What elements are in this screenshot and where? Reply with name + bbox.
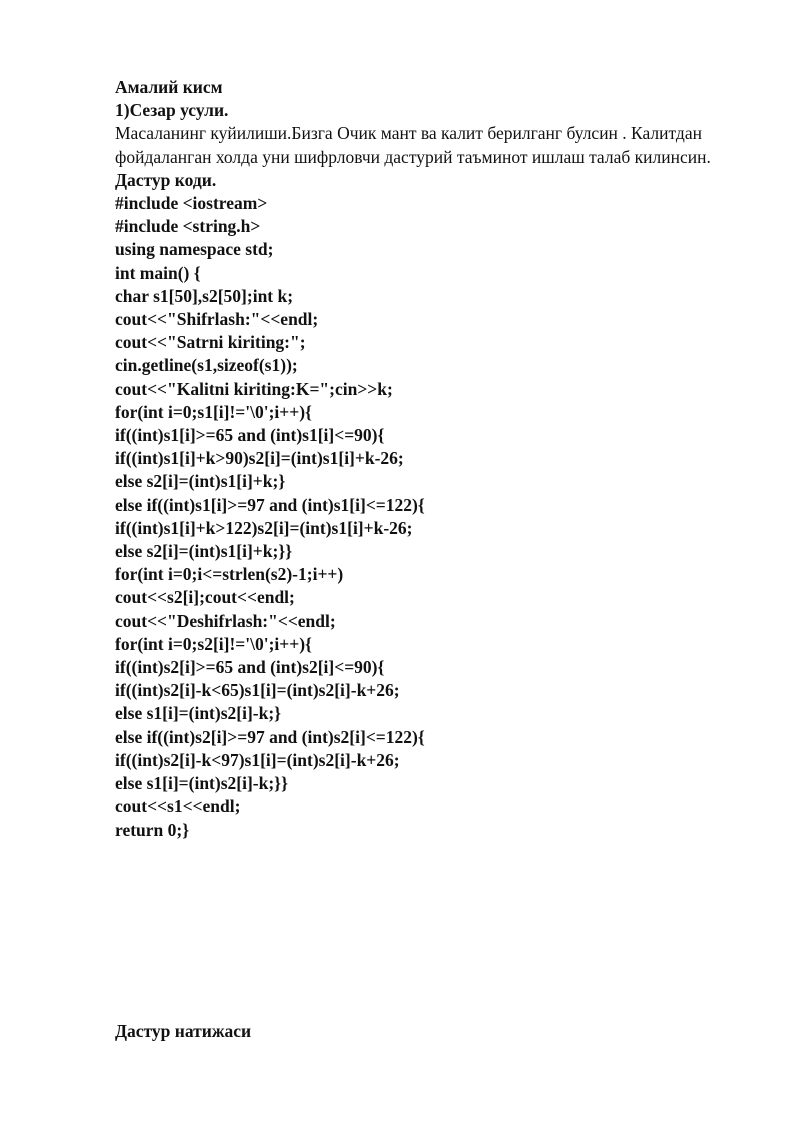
section-title: 1)Сезар усули. xyxy=(115,100,229,121)
code-line: if((int)s2[i]-k<65)s1[i]=(int)s2[i]-k+26; xyxy=(115,680,400,701)
code-line: cout<<"Shifrlash:"<<endl; xyxy=(115,309,319,330)
code-listing xyxy=(115,192,735,842)
code-heading: Дастур коди. xyxy=(115,169,217,190)
code-line: for(int i=0;s1[i]!='\0';i++){ xyxy=(115,401,312,422)
code-line: cout<<"Deshifrlash:"<<endl; xyxy=(115,610,336,631)
code-line: else s2[i]=(int)s1[i]+k;} xyxy=(115,471,286,492)
code-line: char s1[50],s2[50];int k; xyxy=(115,285,294,306)
code-line: for(int i=0;i<=strlen(s2)-1;i++) xyxy=(115,564,344,585)
code-line: for(int i=0;s2[i]!='\0';i++){ xyxy=(115,633,312,654)
document-content xyxy=(115,76,735,842)
code-line: if((int)s1[i]+k>90)s2[i]=(int)s1[i]+k-26; xyxy=(115,448,404,469)
code-line: if((int)s1[i]>=65 and (int)s1[i]<=90){ xyxy=(115,425,385,446)
code-line: else s1[i]=(int)s2[i]-k;} xyxy=(115,703,282,724)
page-heading: Амалий кисм xyxy=(115,77,223,97)
code-line: #include <string.h> xyxy=(115,216,261,237)
code-line: cout<<"Satrni kiriting:"; xyxy=(115,332,306,353)
code-line: using namespace std; xyxy=(115,239,274,260)
code-line: if((int)s2[i]>=65 and (int)s2[i]<=90){ xyxy=(115,657,385,678)
task-description: Масаланинг куйилиши.Бизга Очик мант ва калит берилганг булсин . Калитдан фойдаланган холда уни шифрловчи дастурий таъминот ишлаш талаб килинсин. xyxy=(115,123,711,167)
code-line: cout<<s1<<endl; xyxy=(115,796,241,817)
code-line: if((int)s1[i]+k>122)s2[i]=(int)s1[i]+k-26; xyxy=(115,517,413,538)
code-line: else if((int)s2[i]>=97 and (int)s2[i]<=122){ xyxy=(115,726,425,747)
code-line: cout<<s2[i];cout<<endl; xyxy=(115,587,295,608)
code-line: else if((int)s1[i]>=97 and (int)s1[i]<=122){ xyxy=(115,494,425,515)
code-line: else s1[i]=(int)s2[i]-k;}} xyxy=(115,773,288,794)
code-line: #include <iostream> xyxy=(115,193,268,214)
code-line: cout<<"Kalitni kiriting:K=";cin>>k; xyxy=(115,378,393,399)
code-line: else s2[i]=(int)s1[i]+k;}} xyxy=(115,541,293,562)
code-line: int main() { xyxy=(115,262,201,283)
code-line: if((int)s2[i]-k<97)s1[i]=(int)s2[i]-k+26; xyxy=(115,749,400,770)
code-line: cin.getline(s1,sizeof(s1)); xyxy=(115,355,298,376)
code-line: return 0;} xyxy=(115,819,190,840)
results-heading: Дастур натижаси xyxy=(115,1021,252,1041)
